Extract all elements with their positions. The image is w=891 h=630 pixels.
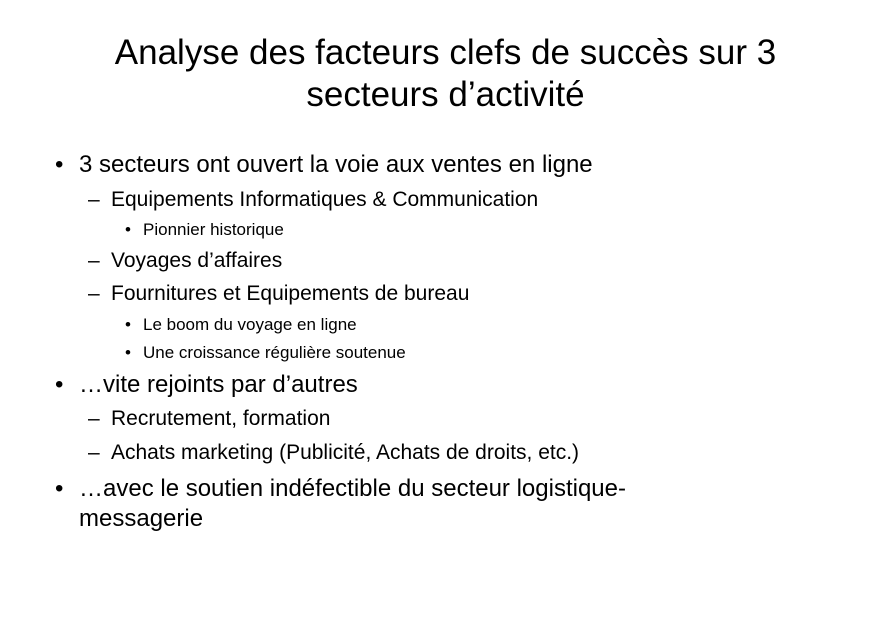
sub-bullet-text: Fournitures et Equipements de bureau — [111, 282, 470, 305]
bullet-marker: • — [125, 343, 131, 362]
slide-title-line-1: Analyse des facteurs clefs de succès sur 3 — [114, 33, 777, 72]
bullet-marker: • — [55, 151, 64, 178]
sub-bullet-text: Recrutement, formation — [111, 407, 331, 430]
sub-bullet-text: Equipements Informatiques & Communication — [111, 188, 539, 211]
bullet-text-line-2: messagerie — [79, 505, 204, 532]
bullet-marker: • — [125, 315, 131, 334]
sub-sub-bullet-text: Pionnier historique — [143, 220, 284, 239]
dash-marker: – — [88, 441, 100, 464]
sub-bullet-text: Voyages d’affaires — [111, 249, 283, 272]
bullet-text-line-1: …avec le soutien indéfectible du secteur logistique- — [79, 475, 626, 502]
slide-title — [0, 32, 891, 116]
sub-sub-bullet-text: Une croissance régulière soutenue — [143, 343, 406, 362]
dash-marker: – — [88, 249, 100, 272]
slide-title-line-2: secteurs d’activité — [306, 75, 585, 114]
bullet-marker: • — [55, 475, 64, 502]
sub-sub-bullet-text: Le boom du voyage en ligne — [143, 315, 357, 334]
bullet-marker: • — [125, 220, 131, 239]
bullet-text: 3 secteurs ont ouvert la voie aux ventes en ligne — [79, 151, 593, 178]
bullet-text: …vite rejoints par d’autres — [79, 371, 358, 398]
dash-marker: – — [88, 188, 100, 211]
bullet-marker: • — [55, 371, 64, 398]
sub-bullet-text: Achats marketing (Publicité, Achats de droits, etc.) — [111, 441, 580, 464]
dash-marker: – — [88, 407, 100, 430]
dash-marker: – — [88, 282, 100, 305]
